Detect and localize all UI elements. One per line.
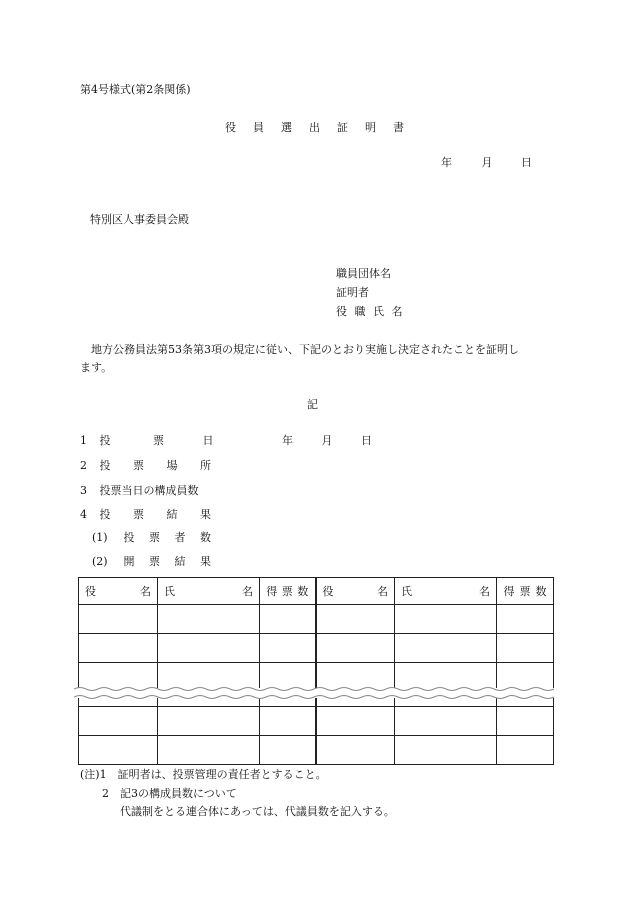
table-header-row [79,578,554,605]
ki-heading: 記 [307,398,318,411]
label-char: 氏 [373,305,384,318]
label-char: 投 [99,459,111,472]
results-table [78,577,554,765]
label-char: 票 [133,459,144,472]
title-char: 証 [337,121,348,134]
item-4-1 [92,532,211,543]
header-name: 氏 名 [158,578,260,605]
date-year: 年 [441,156,452,169]
label-char: 日 [202,434,214,447]
item-number: 3 [80,484,87,497]
title-char: 明 [365,121,376,134]
title-char: 役 [225,121,236,134]
label-char: 果 [200,508,211,521]
date-year: 年 [282,434,293,447]
item-2 [80,460,211,471]
document-title [225,122,413,133]
label-char: 投 [99,508,111,521]
date-month: 月 [481,156,493,169]
issue-date [441,157,532,168]
item-number: 4 [80,508,87,521]
note-number: 2 [102,787,109,800]
header-votes: 得 票 数 [260,578,316,605]
title-char: 書 [393,121,404,134]
item-4 [80,509,211,520]
title-char: 出 [309,121,320,134]
note-3 [120,806,395,817]
label-char: 票 [149,531,160,544]
item-number: (2) [92,555,108,568]
label-char: 票 [153,434,164,447]
certifier-label: 証明者 [336,286,369,299]
item-number: (1) [92,531,108,544]
header-position: 役 名 [316,578,395,605]
label-char: 開 [123,555,135,568]
label-char: 票 [149,555,160,568]
item-number: 2 [80,459,87,472]
addressee: 特別区人事委員会殿 [90,213,189,226]
label-char: 果 [200,555,211,568]
note-text: 証明者は、投票管理の責任者とすること。 [117,768,327,781]
title-char: 員 [253,121,264,134]
position-name-label [336,306,403,317]
label-char: 結 [166,508,178,521]
title-char: 選 [281,121,292,134]
date-month: 月 [321,434,333,447]
note-2 [102,788,237,799]
body-text-line1: 地方公務員法第53条第3項の規定に従い、下記のとおり実施し決定されたことを証明し [91,343,519,356]
date-day: 日 [361,434,372,447]
note-prefix: (注) [80,768,100,781]
item-4-2 [92,556,211,567]
label-char: 役 [336,305,347,318]
table-row [79,707,554,736]
label-char: 者 [174,531,186,544]
header-votes: 得 票 数 [497,578,554,605]
label-char: 所 [200,459,211,472]
table-break-wave [74,686,557,700]
body-text-line2: ます。 [80,361,113,374]
table-row [79,605,554,634]
item-1 [80,435,372,446]
table-row [79,736,554,765]
note-1 [80,769,327,780]
label-char: 票 [133,508,144,521]
item-3 [80,485,199,496]
header-position: 役 名 [79,578,158,605]
note-text: 記3の構成員数について [120,787,237,800]
item-number: 1 [80,434,87,447]
item-label: 投票当日の構成員数 [99,484,199,497]
label-char: 投 [99,434,111,447]
label-char: 職 [354,305,366,318]
note-number: 1 [99,768,107,781]
label-char: 結 [174,555,186,568]
label-char: 投 [123,531,135,544]
note-text: 代議制をとる連合体にあっては、代議員数を記入する。 [120,805,395,818]
label-char: 場 [166,459,178,472]
date-day: 日 [521,156,532,169]
table-row [79,634,554,663]
form-number: 第4号様式(第2条関係) [80,83,191,96]
header-name: 氏 名 [395,578,497,605]
label-char: 名 [391,305,403,318]
label-char: 数 [200,531,211,544]
org-name-label: 職員団体名 [336,267,391,280]
